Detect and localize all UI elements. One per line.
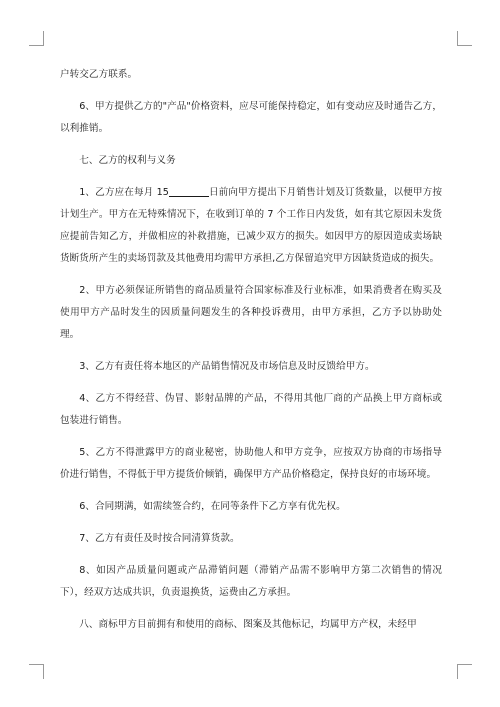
- section-heading-8: 八、商标甲方目前拥有和使用的商标、图案及其他标记，均属甲方产权，未经甲: [79, 619, 417, 630]
- crop-mark-bottom-right: [457, 664, 472, 679]
- paragraph-clause-6b: 6、合同期满，如需续签合约，在同等条件下乙方享有优先权。: [79, 501, 346, 512]
- paragraph-clause-8: 8、如因产品质量问题或产品滞销问题（滞销产品需不影响甲方第二次销售的情况下），经双方达成共识，负责退换货，运费由乙方承担。: [60, 565, 442, 598]
- paragraph-clause-4: 4、乙方不得经营、伪冒、影射品牌的产品，不得用其他厂商的产品换上甲方商标或包装进行销售。: [60, 393, 442, 426]
- paragraph-clause-2: 2、甲方必须保证所销售的商品质量符合国家标准及行业标准，如果消费者在购买及使用甲方产品时发生的因质量问题发生的各种投诉费用，由甲方承担，乙方予以协助处理。: [60, 285, 442, 340]
- paragraph-clause-6: 6、甲方提供乙方的"产品"价格资料，应尽可能保持稳定，如有变动应及时通告乙方，以利推销。: [60, 101, 442, 134]
- paragraph-clause-7: 7、乙方有责任及时按合同清算货款。: [79, 533, 240, 544]
- crop-mark-bottom-left: [29, 664, 44, 679]
- paragraph-clause-3: 3、乙方有责任将本地区的产品销售情况及市场信息及时反馈给甲方。: [79, 361, 375, 372]
- crop-mark-top-left: [29, 31, 44, 46]
- document-body: [60, 64, 442, 646]
- clause-1-after: 日前向甲方提出下月销售计划及订货数量，以便甲方按计划生产。甲方在无特殊情况下，在收到订单的 7 个工作日内发货，如有其它原因未发货应提前告知乙方，并做相应的补救措施，已减少双方的损失。如因甲方的原因造成卖场缺货断货所产生的卖场罚款及其他费用均需甲方承担,乙方保留追究甲方因缺货造成的损失。: [60, 187, 442, 264]
- paragraph-clause-1: [60, 182, 442, 270]
- paragraph-continuation: 户转交乙方联系。: [60, 69, 138, 80]
- paragraph-clause-5: 5、乙方不得泄露甲方的商业秘密，协助他人和甲方竞争，应按双方协商的市场指导价进行销售，不得低于甲方提货价倾销，确保甲方产品价格稳定，保持良好的市场环境。: [60, 447, 442, 480]
- section-heading-7: 七、乙方的权利与义务: [79, 155, 176, 166]
- clause-1-before: 1、乙方应在每月 15: [79, 187, 169, 198]
- crop-mark-top-right: [457, 31, 472, 46]
- blank-line: [169, 184, 209, 197]
